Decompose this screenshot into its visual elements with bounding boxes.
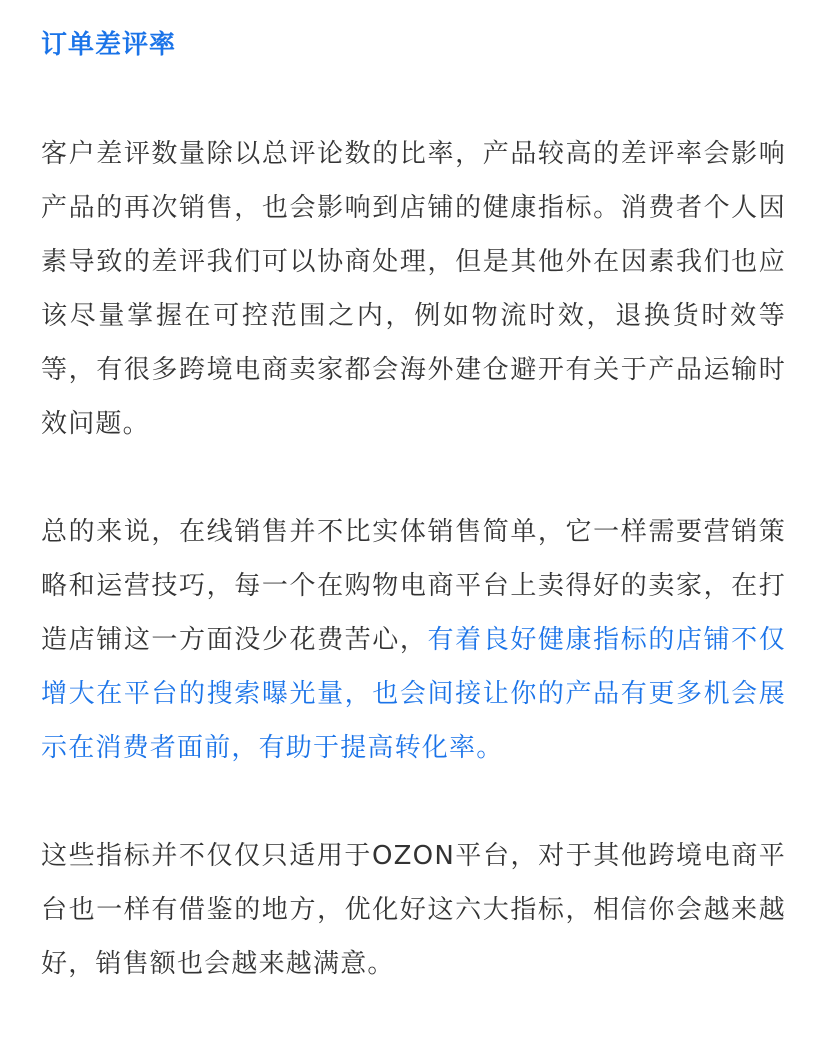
highlighted-text: 有着良好健康指标的店铺不仅增大在平台的搜索曝光量，也会间接让你的产品有更多机会展示在消费者面前，有助于提高转化率。 bbox=[41, 625, 786, 763]
paragraph-negative-review-rate bbox=[41, 127, 786, 451]
paragraph-summary bbox=[41, 505, 786, 775]
paragraph-text: 总的来说，在线销售并不比实体销售简单，它一样需要营销策略和运营技巧，每一个在购物电商平台上卖得好的卖家，在打造店铺这一方面没少花费苦心， bbox=[41, 517, 786, 655]
paragraph-text: 客户差评数量除以总评论数的比率，产品较高的差评率会影响产品的再次销售，也会影响到店铺的健康指标。消费者个人因素导致的差评我们可以协商处理，但是其他外在因素我们也应该尽量掌握在可控范围之内，例如物流时效，退换货时效等等，有很多跨境电商卖家都会海外建仓避开有关于产品运输时效问题。 bbox=[41, 139, 786, 439]
section-heading: 订单差评率 bbox=[41, 30, 177, 60]
paragraph-text: 这些指标并不仅仅只适用于OZON平台，对于其他跨境电商平台也一样有借鉴的地方，优化好这六大指标，相信你会越来越好，销售额也会越来越满意。 bbox=[41, 841, 786, 979]
paragraph-conclusion bbox=[41, 829, 786, 991]
